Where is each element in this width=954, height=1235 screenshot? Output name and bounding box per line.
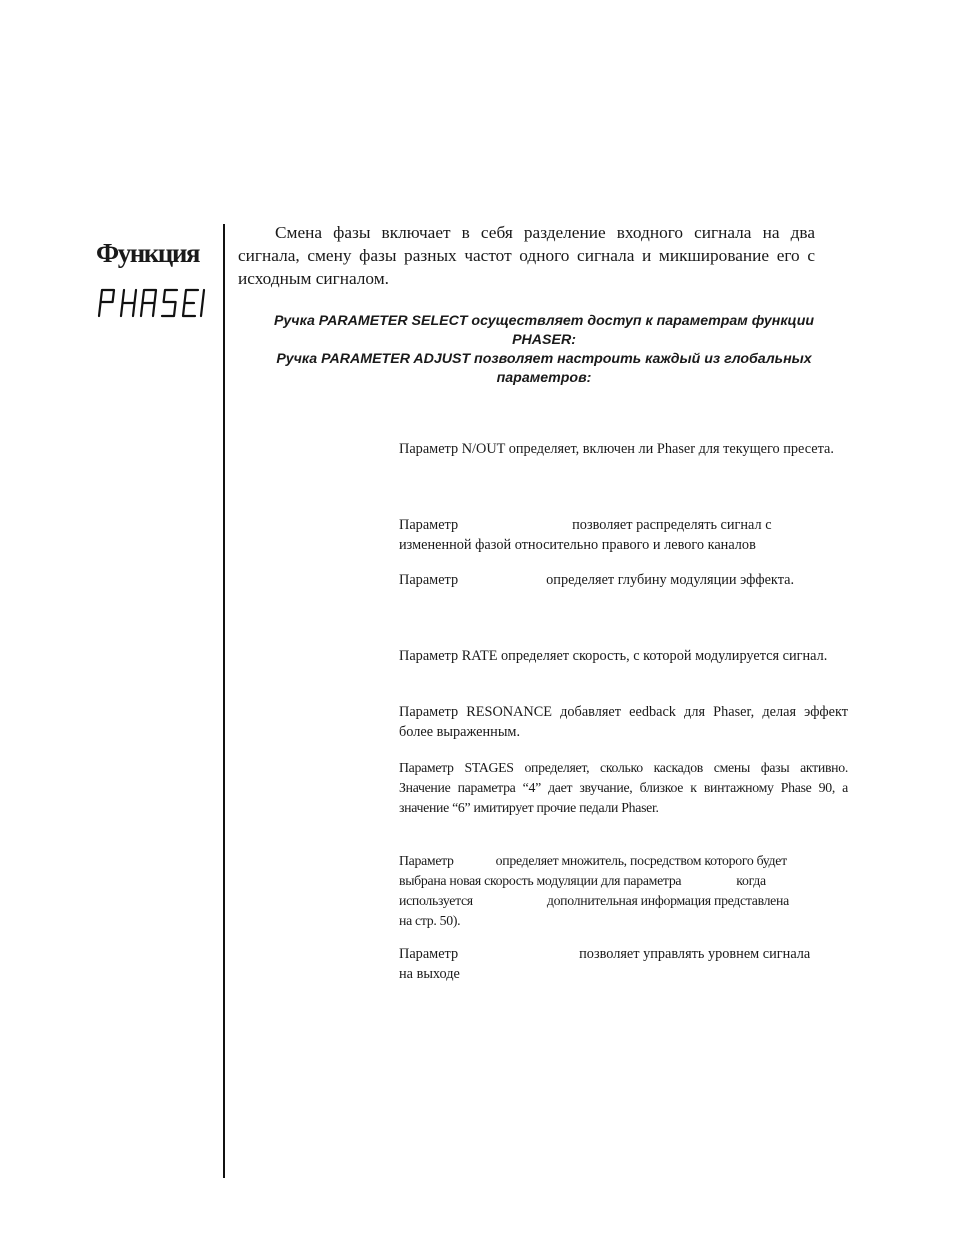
param-tempo-desc-2: выбрана новая скорость модуляции для параметра: [399, 873, 682, 888]
param-pan-lead: Параметр: [399, 517, 459, 533]
param-depth-desc: определяет глубину модуляции эффекта.: [546, 572, 795, 588]
param-tempo: [399, 851, 848, 931]
vertical-divider: [223, 224, 225, 1178]
param-level-desc: позволяет управлять уровнем сигнала: [579, 946, 811, 962]
phaser-lcd-logo: [96, 282, 208, 320]
param-depth-lead: Параметр: [399, 572, 459, 588]
param-level-desc-2: на выходе: [399, 966, 460, 982]
knob-line-1: Ручка PARAMETER SELECT осуществляет доступ к параметрам функции: [273, 313, 815, 329]
param-rate: Параметр RATE определяет скорость, с которой модулируется сигнал.: [399, 648, 828, 664]
phaser-lcd-text: PHASER: [96, 282, 100, 283]
param-resonance: Параметр RESONANCE добавляет eedback для Phaser, делая эффект более выраженным.: [399, 704, 848, 740]
param-inout: Параметр N/OUT определяет, включен ли Phaser для текущего пресета.: [399, 441, 834, 457]
param-tempo-desc-4: используется: [399, 893, 473, 908]
intro-paragraph: Смена фазы включает в себя разделение входного сигнала на два сигнала, смену фазы разных частот одного сигнала и микширование его с исходным сигналом.: [238, 223, 815, 288]
param-pan: [399, 515, 848, 555]
param-tempo-desc-6: на стр. 50).: [399, 913, 461, 928]
knob-instructions: [238, 312, 850, 388]
param-tempo-desc-1: определяет множитель, посредством которого будет: [495, 853, 787, 868]
param-depth: [399, 570, 848, 590]
param-level-lead: Параметр: [399, 946, 459, 962]
knob-line-3: Ручка PARAMETER ADJUST позволяет настроить каждый из глобальных: [276, 351, 812, 367]
param-pan-desc-2: измененной фазой относительно правого и левого каналов: [399, 537, 756, 553]
section-title: Функция: [96, 238, 200, 268]
param-stages: Параметр STAGES определяет, сколько каскадов смены фазы активно. Значение параметра “4” дает звучание, близкое к винтажному Phase 90, а значение “6” имитирует прочие педали Phaser.: [399, 760, 848, 815]
param-tempo-desc-3: когда: [736, 873, 766, 888]
param-tempo-lead: Параметр: [399, 853, 454, 868]
param-pan-desc: позволяет распределять сигнал с: [572, 517, 772, 533]
param-tempo-desc-5: дополнительная информация представлена: [546, 893, 789, 908]
param-level: [399, 944, 848, 984]
knob-line-4: параметров:: [496, 370, 592, 386]
knob-line-2: PHASER:: [512, 332, 576, 348]
